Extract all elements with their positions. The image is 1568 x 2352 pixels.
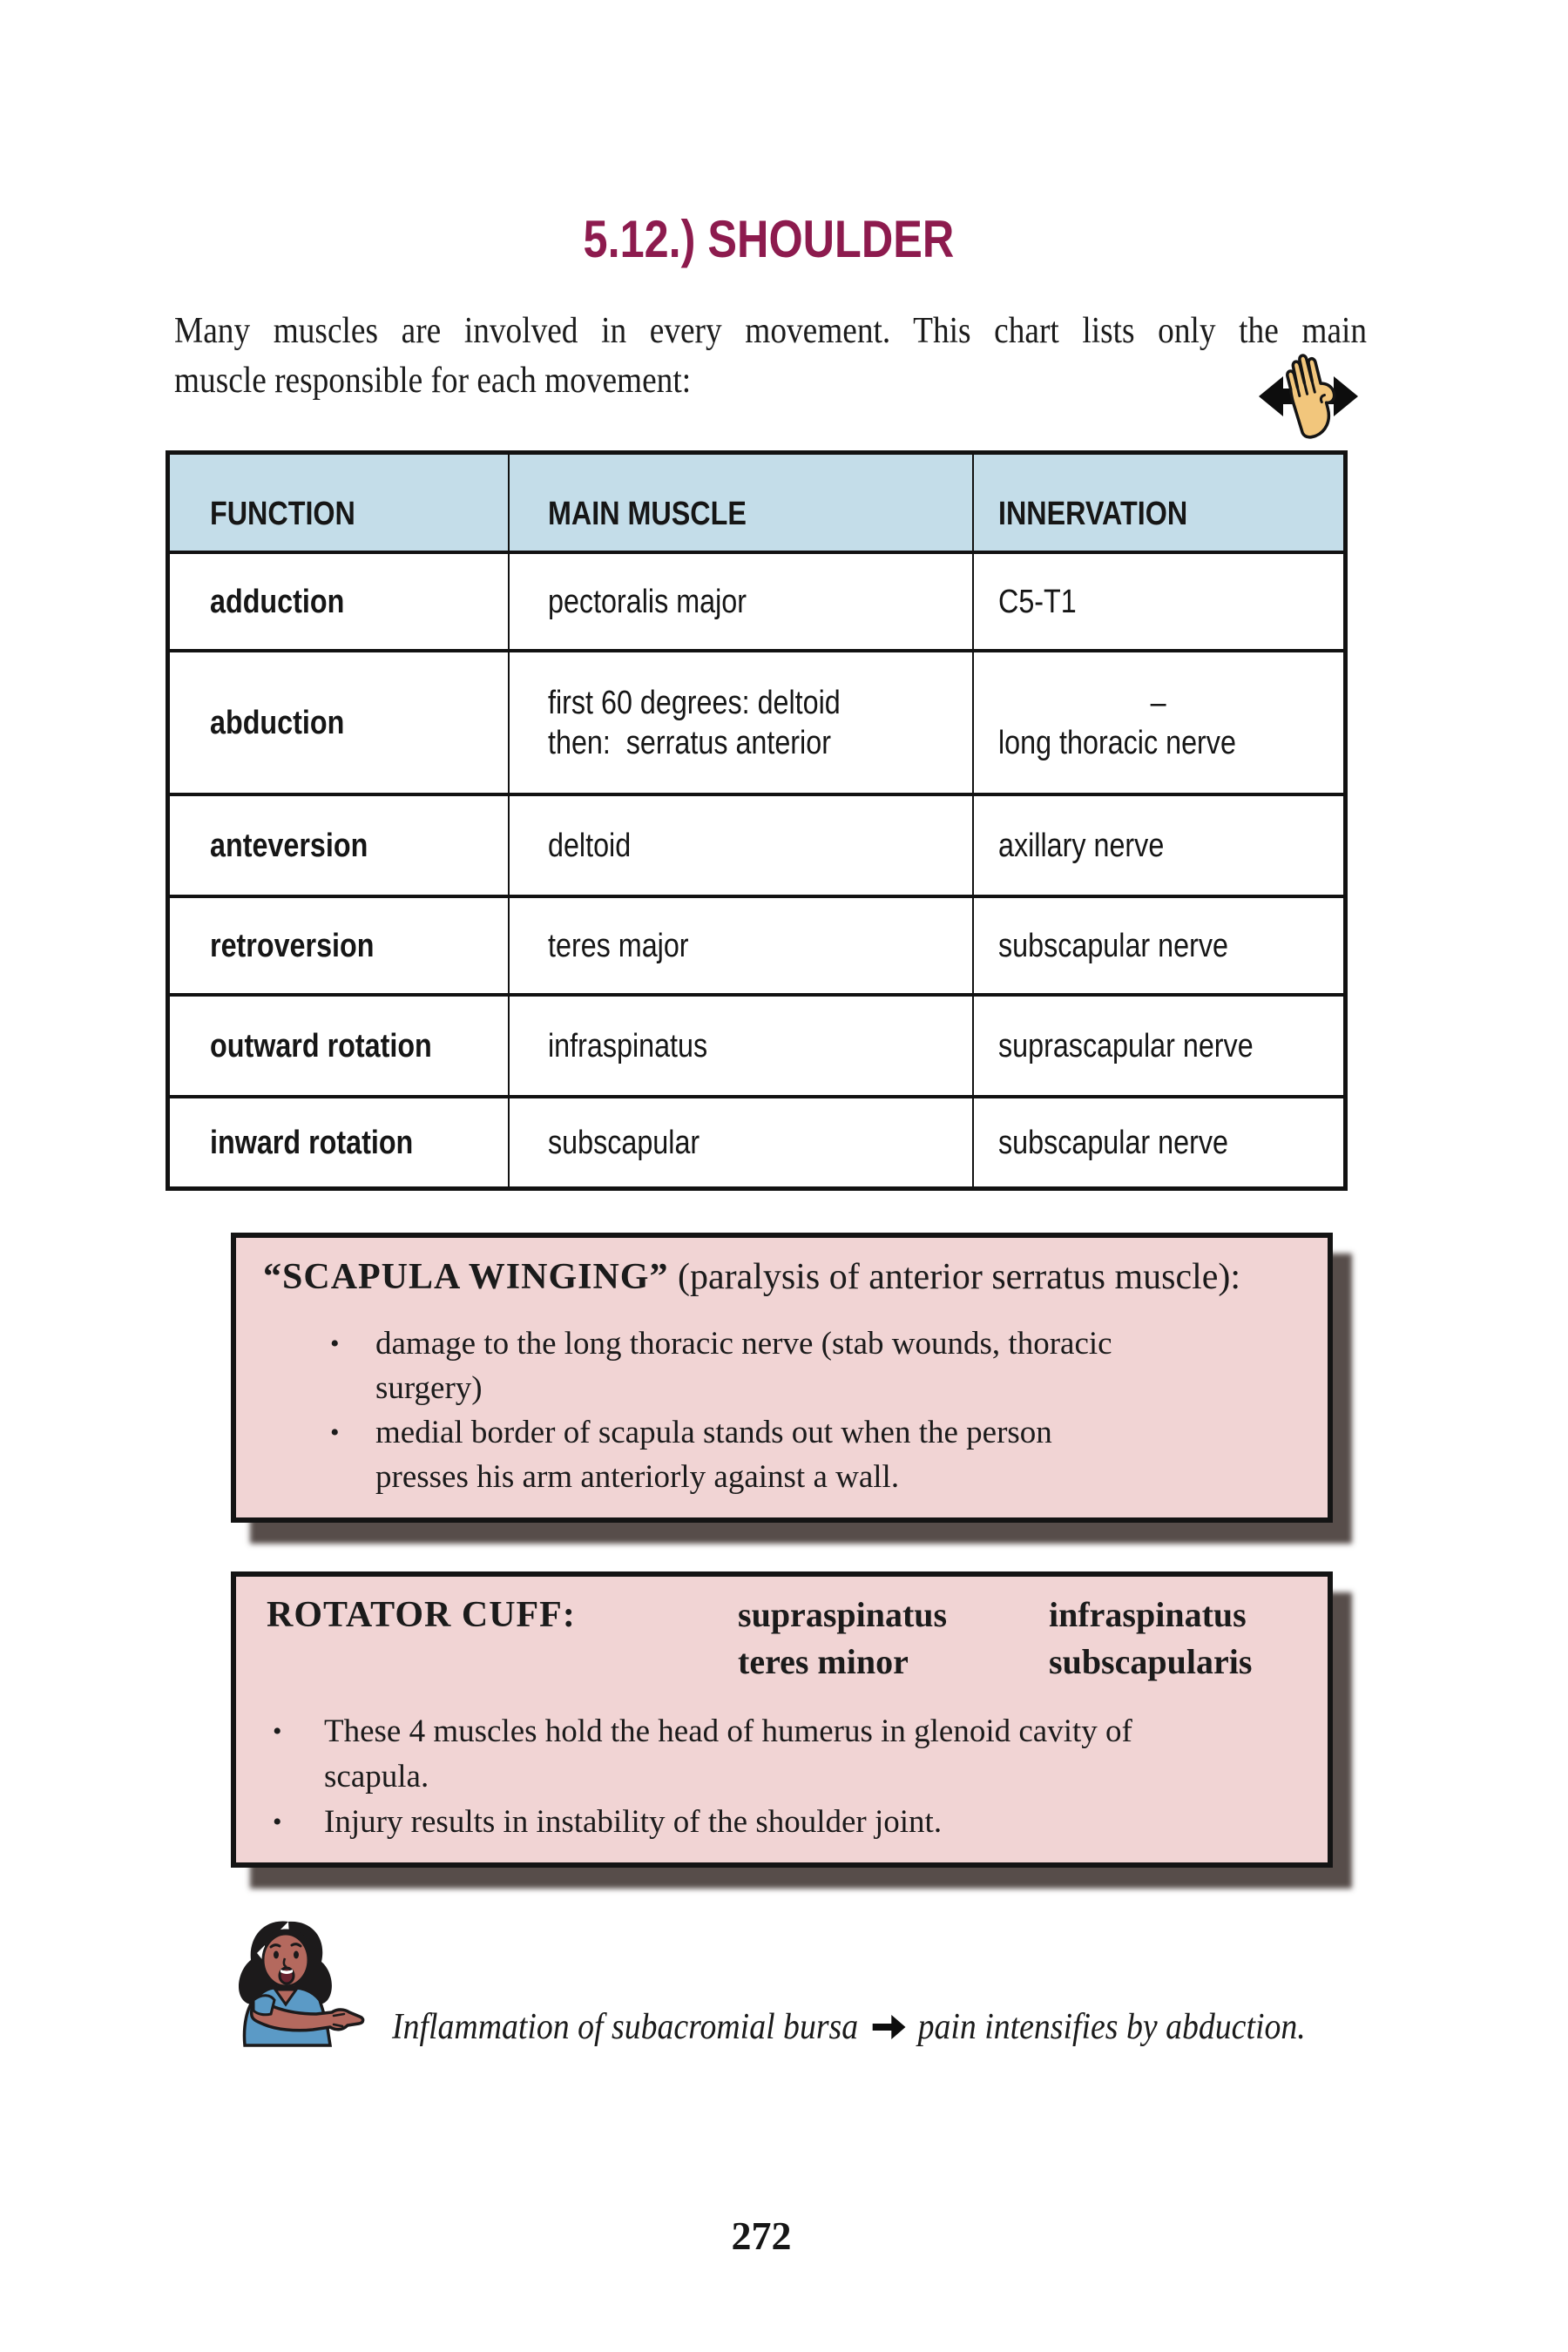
cell-text: abduction: [210, 704, 345, 741]
cell-line: [548, 1123, 972, 1163]
header-cell-main-muscle: [508, 455, 972, 551]
hand-with-double-arrow-icon: [1255, 348, 1362, 449]
intro-line-1: Many muscles are involved in every movement. This chart lists only the main: [174, 311, 1368, 351]
cell-text: C5-T1: [998, 583, 1077, 620]
hand-shape: [1282, 350, 1342, 439]
table-header-row: [170, 455, 1343, 551]
intro-paragraph: [174, 307, 1367, 406]
bullet-line: medial border of scapula stands out when the person: [375, 1415, 1052, 1450]
table-row-retroversion: [170, 895, 1343, 993]
bullet-text: [375, 1410, 1312, 1499]
bullet-line: surgery): [375, 1370, 483, 1406]
cell-c2: [508, 554, 972, 649]
scapula-heading-rest: (paralysis of anterior serratus muscle):: [668, 1257, 1241, 1297]
bullet-dot: •: [273, 1808, 282, 1836]
right-eye: [294, 1951, 299, 1959]
bullet-text: [324, 1709, 1312, 1800]
sleeve: [253, 1996, 274, 2015]
cell-text: inward rotation: [210, 1124, 414, 1161]
cell-line: [210, 926, 508, 966]
cell-line: [998, 926, 1343, 966]
bullet-line: Injury results in instability of the shoulder joint.: [324, 1804, 943, 1840]
header-cell-innervation: [972, 455, 1343, 551]
cell-line: [998, 826, 1343, 866]
bullet-text: [324, 1800, 1312, 1845]
cell-line: [548, 926, 972, 966]
cell-text: outward rotation: [210, 1027, 432, 1064]
cell-c1: [170, 652, 508, 793]
bullet-dot: •: [273, 1717, 282, 1746]
cell-line: [548, 723, 972, 763]
rotator-cuff-label: ROTATOR CUFF:: [267, 1595, 576, 1635]
bursa-note: [392, 2006, 1306, 2048]
cell-line: [548, 826, 972, 866]
rotator-muscle-supraspinatus: supraspinatus: [738, 1595, 948, 1634]
cell-line: [210, 826, 508, 866]
rotator-cuff-heading: [267, 1592, 1312, 1688]
cell-text: infraspinatus: [548, 1027, 708, 1064]
hand-arrows-svg: [1255, 348, 1362, 444]
rotator-muscle-subscapularis: subscapularis: [1049, 1642, 1253, 1681]
cell-c2: [508, 898, 972, 993]
header-main-muscle-label: MAIN MUSCLE: [548, 496, 747, 532]
cell-line: [548, 1026, 972, 1066]
left-eye: [274, 1951, 279, 1959]
cell-text: deltoid: [548, 827, 632, 864]
cell-line: [998, 723, 1343, 763]
table-row-abduction: [170, 649, 1343, 793]
intro-line-2: muscle responsible for each movement:: [174, 361, 692, 401]
cell-c3: [972, 554, 1343, 649]
rotator-cuff-box: [231, 1571, 1333, 1868]
cell-c3: [972, 1098, 1343, 1186]
scapula-bullet-1: [330, 1321, 1312, 1410]
right-arrow-icon: [871, 2013, 907, 2041]
scapula-bullet-2: [330, 1410, 1312, 1499]
cell-text: retroversion: [210, 927, 375, 964]
scapula-box-heading: [263, 1257, 1312, 1297]
cell-text: subscapular nerve: [998, 927, 1228, 964]
bullet-line: damage to the long thoracic nerve (stab wounds, thoracic: [375, 1326, 1112, 1362]
cell-text: axillary nerve: [998, 827, 1165, 864]
bullet-line: scapula.: [324, 1759, 429, 1794]
page-number: 272: [731, 2213, 792, 2258]
table-row-anteversion: [170, 793, 1343, 895]
cell-c3: [972, 796, 1343, 895]
cell-c1: [170, 796, 508, 895]
pointing-woman-icon: [222, 1918, 366, 2053]
cell-line: [998, 1123, 1343, 1163]
cell-line: [210, 582, 508, 622]
cell-line: [210, 703, 508, 743]
page-title: [174, 209, 1363, 269]
rotator-bullet-list: [273, 1709, 1312, 1845]
note-text-after: pain intensifies by abduction.: [917, 2007, 1306, 2047]
cell-text: subscapular: [548, 1124, 700, 1161]
rotator-bullet-2: [273, 1800, 1312, 1845]
header-function-label: FUNCTION: [210, 496, 355, 532]
page-title-text: 5.12.) SHOULDER: [583, 210, 955, 268]
cell-c2: [508, 796, 972, 895]
bullet-line: These 4 muscles hold the head of humerus in glenoid cavity of: [324, 1713, 1132, 1749]
bullet-text: [375, 1321, 1312, 1410]
cell-text: subscapular nerve: [998, 1124, 1228, 1161]
shoulder-muscle-table: [166, 450, 1348, 1191]
cell-line: [998, 683, 1343, 723]
cell-c2: [508, 652, 972, 793]
cell-c3: [972, 898, 1343, 993]
bullet-dot: •: [330, 1329, 340, 1358]
cell-c1: [170, 554, 508, 649]
rotator-muscle-teres-minor: teres minor: [738, 1642, 909, 1681]
cell-text: suprascapular nerve: [998, 1027, 1254, 1064]
cell-line: [548, 582, 972, 622]
cell-text: long thoracic nerve: [998, 724, 1236, 761]
cell-c1: [170, 1098, 508, 1186]
cell-c2: [508, 1098, 972, 1186]
scapula-heading-bold: “SCAPULA WINGING”: [263, 1257, 669, 1297]
cell-text: teres major: [548, 927, 689, 964]
scapula-winging-box: [231, 1233, 1333, 1523]
cell-line: [210, 1123, 508, 1163]
header-cell-function: [170, 455, 508, 551]
bullet-line: presses his arm anteriorly against a wall.: [375, 1459, 900, 1495]
note-text-before: Inflammation of subacromial bursa: [392, 2007, 859, 2047]
cell-line: [548, 683, 972, 723]
pointing-woman-svg: [222, 1918, 366, 2049]
cell-text: –: [1151, 684, 1166, 721]
bullet-dot: •: [330, 1418, 340, 1447]
cell-c3: [972, 997, 1343, 1095]
rotator-bullet-1: [273, 1709, 1312, 1800]
cell-c3: [972, 652, 1343, 793]
table-body: [170, 551, 1343, 1186]
cell-text: pectoralis major: [548, 583, 747, 620]
table-row-adduction: [170, 551, 1343, 649]
header-innervation-label: INNERVATION: [998, 496, 1188, 532]
cell-line: [998, 582, 1343, 622]
cell-c2: [508, 997, 972, 1095]
cell-text: anteversion: [210, 827, 368, 864]
cell-c1: [170, 898, 508, 993]
cell-c1: [170, 997, 508, 1095]
cell-line: [210, 1026, 508, 1066]
rotator-muscle-infraspinatus: infraspinatus: [1049, 1595, 1247, 1634]
cell-text: then: serratus anterior: [548, 724, 831, 761]
cell-line: [998, 1026, 1343, 1066]
table-row-outward-rotation: [170, 993, 1343, 1095]
cell-text: adduction: [210, 583, 345, 620]
cell-text: first 60 degrees: deltoid: [548, 684, 841, 721]
table-row-inward-rotation: [170, 1095, 1343, 1186]
scapula-bullet-list: [330, 1321, 1312, 1499]
